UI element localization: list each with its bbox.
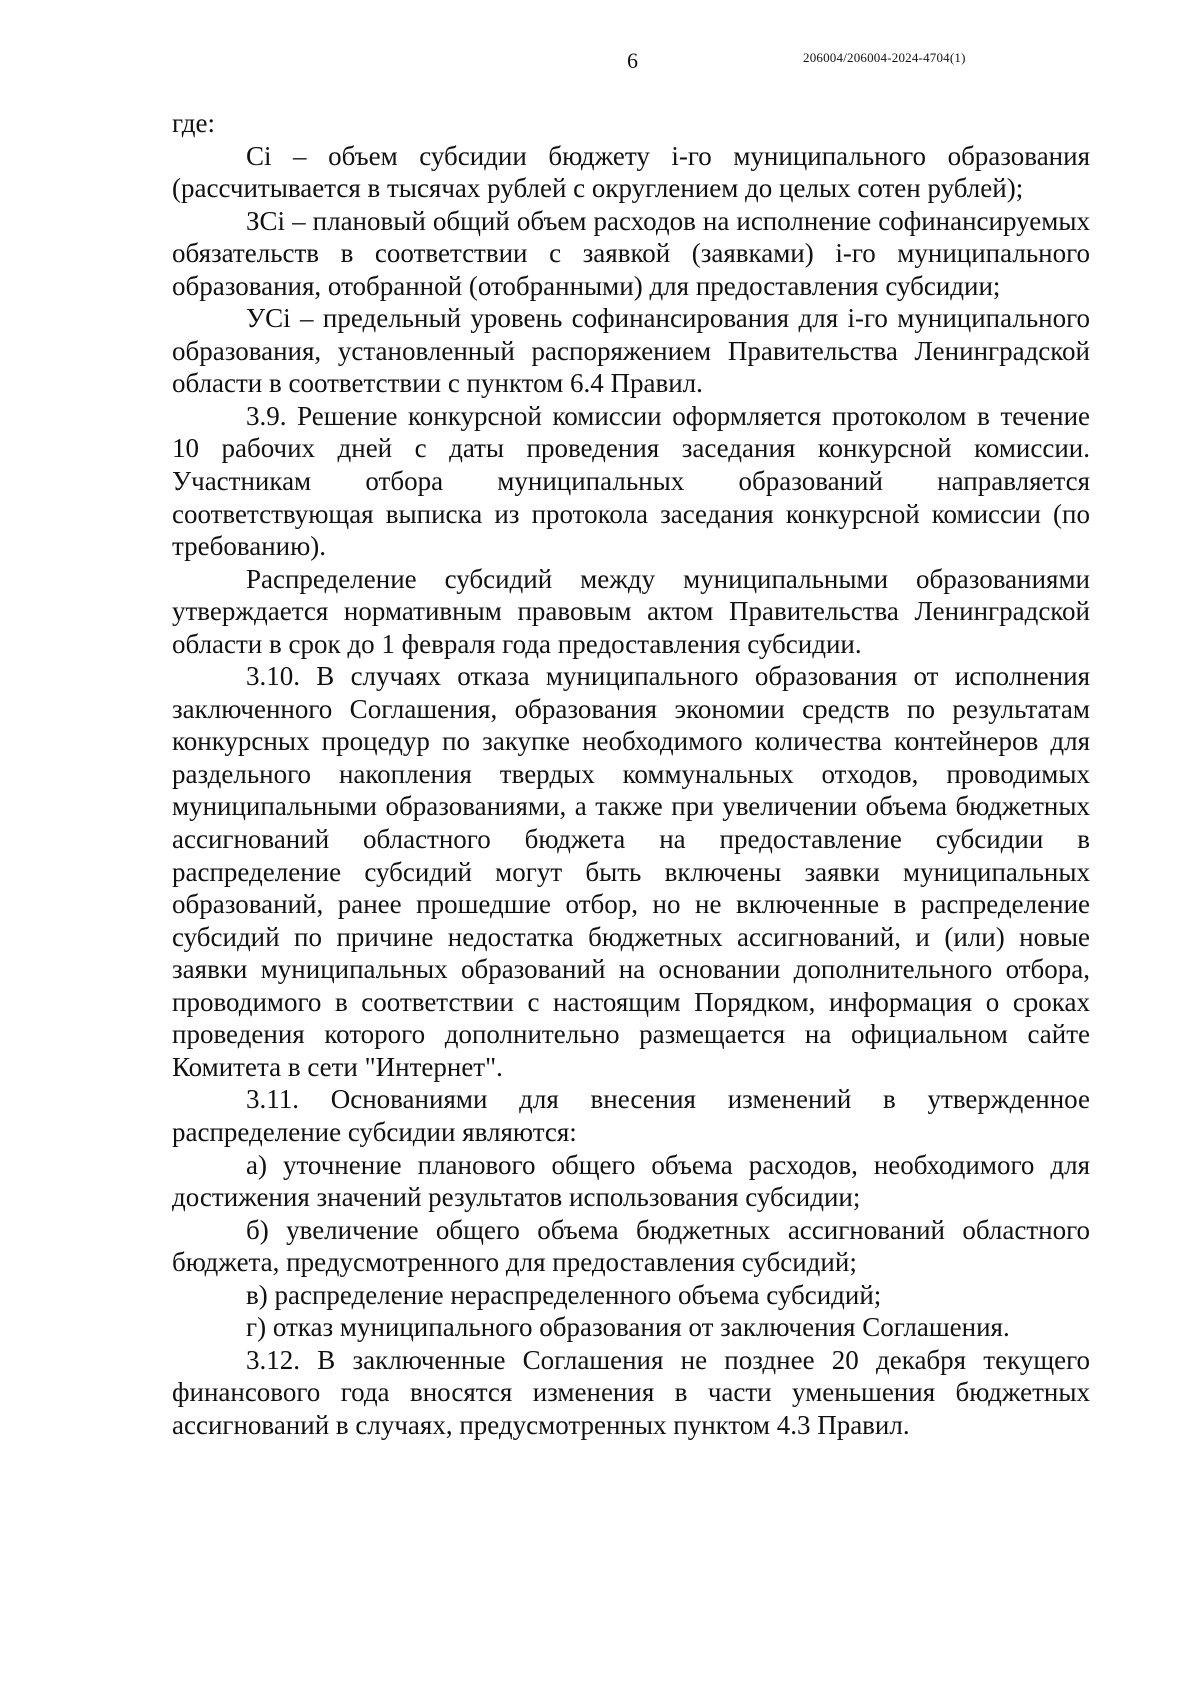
document-body: [172, 107, 1090, 1441]
list-item-a: а) уточнение планового общего объема расходов, необходимого для достижения значений результатов использования субсидии;: [172, 1149, 1090, 1213]
paragraph-3-12: 3.12. В заключенные Соглашения не позднее 20 декабря текущего финансового года вносятся изменения в части уменьшения бюджетных ассигнований в случаях, предусмотренных пунктом 4.3 Правил.: [172, 1344, 1090, 1440]
paragraph-distribution: Распределение субсидий между муниципальными образованиями утверждается нормативным правовым актом Правительства Ленинградской области в срок до 1 февраля года предоставления субсидии.: [172, 563, 1090, 659]
paragraph-3-11: 3.11. Основаниями для внесения изменений в утвержденное распределение субсидии являются:: [172, 1084, 1090, 1147]
paragraph-3-9: 3.9. Решение конкурсной комиссии оформляется протоколом в течение 10 рабочих дней с даты проведения заседания конкурсной комиссии. Участникам отбора муниципальных образований направляется соответствующая выписка из протокола заседания конкурсной комиссии (по требованию).: [172, 400, 1090, 562]
paragraph-where: где:: [172, 108, 215, 138]
paragraph-usi-definition: УСi – предельный уровень софинансирования для i-го муниципального образования, установленный распоряжением Правительства Ленинградской области в соответствии с пунктом 6.4 Правил.: [172, 303, 1090, 399]
list-item-v: в) распределение нераспределенного объема субсидий;: [246, 1279, 882, 1310]
paragraph-ci-definition: Сi – объем субсидии бюджету i-го муниципального образования (рассчитывается в тысячах рублей с округлением до целых сотен рублей);: [172, 140, 1090, 204]
page-number: 6: [627, 48, 638, 73]
paragraph-3-10: 3.10. В случаях отказа муниципального образования от исполнения заключенного Соглашения, образования экономии средств по результатам конкурсных процедур по закупке необходимого количества контейнеров для раздельного накопления твердых коммунальных отходов, проводимых муниципальными образованиями, а также при увеличении объема бюджетных ассигнований областного бюджета на предоставление субсидии в распределение субсидий могут быть включены заявки муниципальных образований, ранее прошедшие отбор, но не включенные в распределение субсидий по причине недостатка бюджетных ассигнований, и (или) новые заявки муниципальных образований на основании дополнительного отбора, проводимого в соответствии с настоящим Порядком, информация о сроках проведения которого дополнительно размещается на официальном сайте Комитета в сети "Интернет".: [172, 661, 1090, 1082]
list-item-g: г) отказ муниципального образования от заключения Соглашения.: [246, 1312, 1010, 1343]
document-id: 206004/206004-2024-4704(1): [803, 50, 966, 65]
paragraph-zsi-definition: ЗСi – плановый общий объем расходов на исполнение софинансируемых обязательств в соответствии с заявкой (заявками) i-го муниципального образования, отобранной (отобранными) для предоставления субсидии;: [172, 205, 1090, 301]
list-item-b: б) увеличение общего объема бюджетных ассигнований областного бюджета, предусмотренного для предоставления субсидий;: [172, 1214, 1090, 1278]
